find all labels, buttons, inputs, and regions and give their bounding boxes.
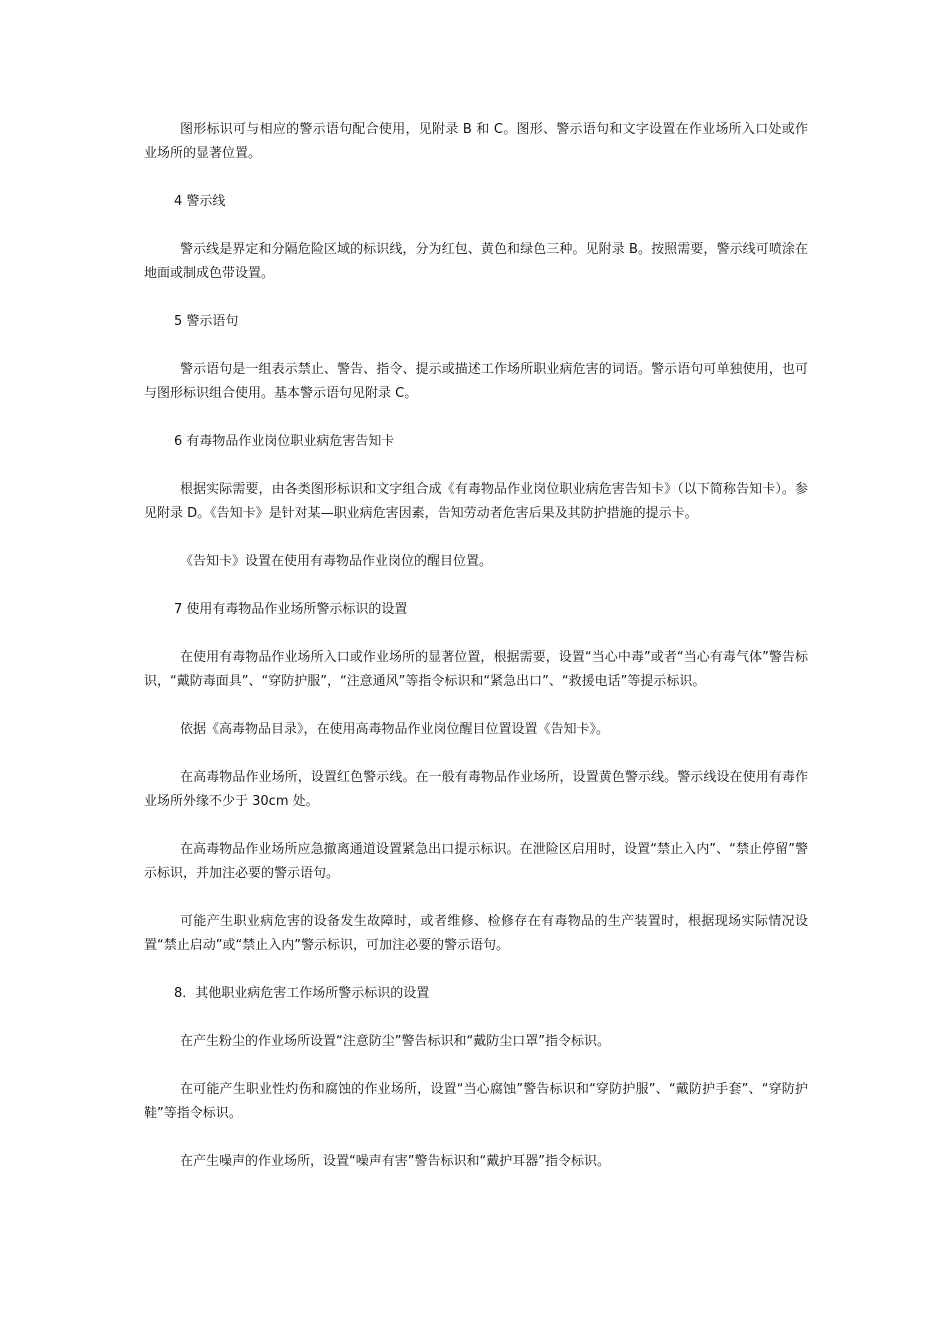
paragraph-gap	[144, 1054, 808, 1078]
paragraph-gap	[144, 166, 808, 190]
paragraph: 在高毒物品作业场所应急撤离通道设置紧急出口提示标识。在泄险区启用时，设置“禁止入内”、“禁止停留”警示标识，并加注必要的警示语句。	[144, 842, 808, 881]
paragraph-gap	[144, 814, 808, 838]
section-heading: 6 有毒物品作业岗位职业病危害告知卡	[174, 434, 395, 449]
paragraph: 在使用有毒物品作业场所入口或作业场所的显著位置，根据需要，设置“当心中毒”或者“当心有毒气体”警告标识，“戴防毒面具”、“穿防护服”，“注意通风”等指令标识和“紧急出口”、“救援电话”等提示标识。	[144, 650, 808, 689]
paragraph-gap	[144, 286, 808, 310]
paragraph-gap	[144, 694, 808, 718]
paragraph: 在产生粉尘的作业场所设置“注意防尘”警告标识和“戴防尘口罩”指令标识。	[180, 1034, 610, 1049]
paragraph-gap	[144, 214, 808, 238]
paragraph: 警示语句是一组表示禁止、警告、指令、提示或描述工作场所职业病危害的词语。警示语句可单独使用，也可与图形标识组合使用。基本警示语句见附录 C。	[144, 362, 808, 401]
paragraph-gap	[144, 958, 808, 982]
paragraph: 依据《高毒物品目录》，在使用高毒物品作业岗位醒目位置设置《告知卡》。	[180, 722, 610, 737]
paragraph-gap	[144, 334, 808, 358]
paragraph: 可能产生职业病危害的设备发生故障时，或者维修、检修存在有毒物品的生产装置时，根据现场实际情况设置“禁止启动”或“禁止入内”警示标识，可加注必要的警示语句。	[144, 914, 808, 953]
paragraph: 警示线是界定和分隔危险区域的标识线，分为红包、黄色和绿色三种。见附录 B。按照需要，警示线可喷涂在地面或制成色带设置。	[144, 242, 808, 281]
paragraph-gap	[144, 574, 808, 598]
paragraph-gap	[144, 406, 808, 430]
paragraph-gap	[144, 622, 808, 646]
section-heading: 7 使用有毒物品作业场所警示标识的设置	[174, 602, 408, 617]
section-heading: 8．其他职业病危害工作场所警示标识的设置	[174, 986, 430, 1001]
paragraph: 《告知卡》设置在使用有毒物品作业岗位的醒目位置。	[180, 554, 493, 569]
paragraph: 根据实际需要，由各类图形标识和文字组合成《有毒物品作业岗位职业病危害告知卡》（以下简称告知卡）。参见附录 D。《告知卡》是针对某—职业病危害因素，告知劳动者危害后果及其防护措施的提示卡。	[144, 482, 808, 521]
paragraph-gap	[144, 1006, 808, 1030]
paragraph-gap	[144, 526, 808, 550]
paragraph: 在产生噪声的作业场所，设置“噪声有害”警告标识和“戴护耳器”指令标识。	[180, 1154, 610, 1169]
paragraph: 在可能产生职业性灼伤和腐蚀的作业场所，设置“当心腐蚀”警告标识和“穿防护服”、“戴防护手套”、“穿防护鞋”等指令标识。	[144, 1082, 808, 1121]
paragraph-gap	[144, 886, 808, 910]
document-body	[144, 118, 808, 1174]
paragraph-gap	[144, 742, 808, 766]
section-heading: 4 警示线	[174, 194, 226, 209]
section-heading: 5 警示语句	[174, 314, 239, 329]
paragraph: 在高毒物品作业场所，设置红色警示线。在一般有毒物品作业场所，设置黄色警示线。警示线设在使用有毒作业场所外缘不少于 30cm 处。	[144, 770, 808, 809]
paragraph-gap	[144, 1126, 808, 1150]
paragraph-gap	[144, 454, 808, 478]
paragraph: 图形标识可与相应的警示语句配合使用，见附录 B 和 C。图形、警示语句和文字设置在作业场所入口处或作业场所的显著位置。	[144, 122, 808, 161]
